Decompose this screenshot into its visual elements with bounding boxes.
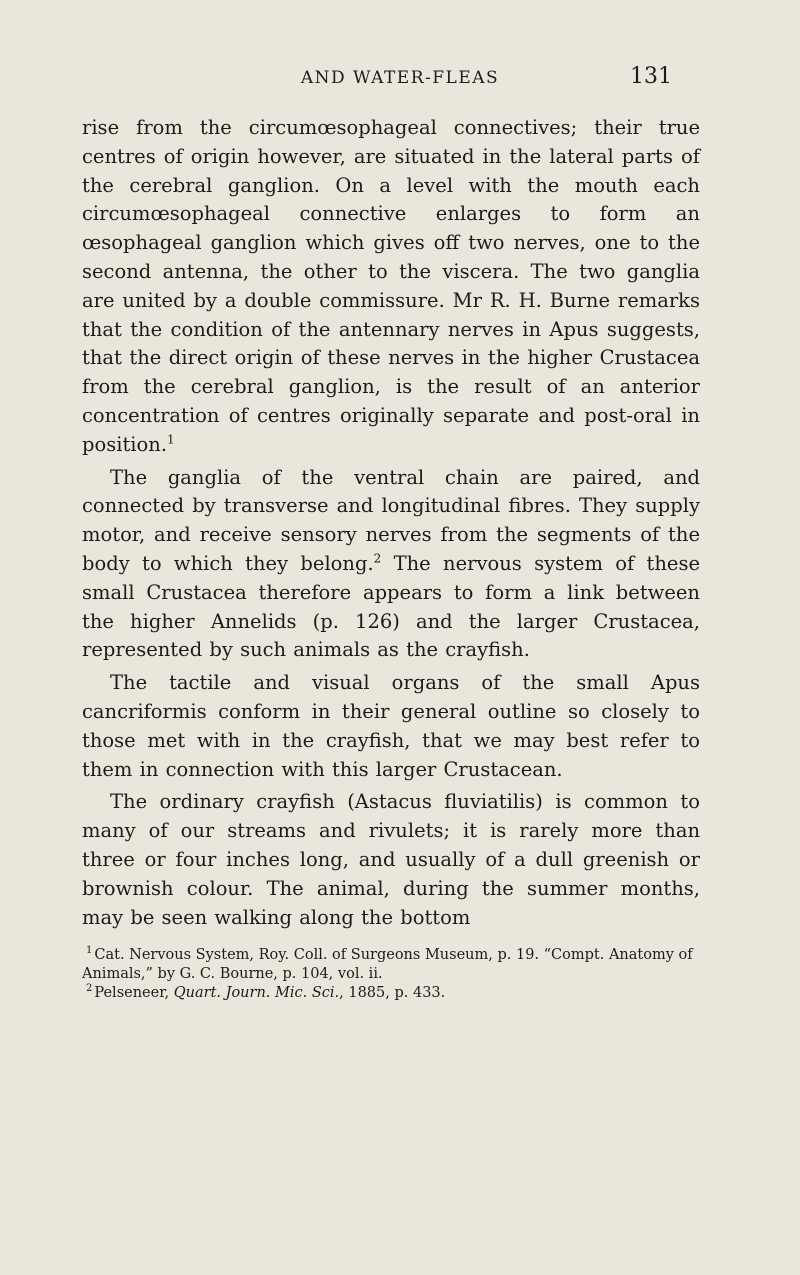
footnote-text: Cat. Nervous System, Roy. Coll. of Surgeons Museum, p. 19. “Compt. Anatomy of Animals,” by G. C. Bourne, p. 104, vol. ii.	[82, 947, 693, 983]
footnote-text: Pelseneer,	[94, 985, 174, 1002]
paragraph	[82, 114, 700, 460]
footnote-text: , 1885, p. 433.	[339, 985, 446, 1002]
footnote-reference: 1	[167, 432, 175, 447]
page-number: 131	[630, 64, 672, 89]
paragraph-text: rise from the circumœsophageal connectives; their true centres of origin however, are situated in the lateral parts of the cerebral ganglion. On a level with the mouth each circumœsophageal connective enlarges to form an œsophageal ganglion which gives off two nerves, one to the second antenna, the other to the viscera. The two ganglia are united by a double commissure. Mr R. H. Burne remarks that the condition of the antennary nerves in Apus suggests, that the direct origin of these nerves in the higher Crustacea from the cerebral ganglion, is the result of an anterior concentration of centres originally separate and post-oral in position.	[82, 116, 700, 456]
footnote-mark: 2	[86, 983, 93, 995]
running-head: AND WATER-FLEAS	[300, 68, 500, 88]
footnote	[82, 984, 700, 1003]
paragraph-text: The nervous system of these small Crustacea therefore appears to form a link between the higher Annelids (p. 126) and the larger Crustacea, represented by such animals as the crayfish.	[82, 551, 701, 662]
paragraph	[82, 788, 700, 932]
footnote-mark: 1	[86, 945, 93, 957]
footnotes	[82, 946, 700, 1003]
footnote-reference: 2	[373, 551, 382, 566]
footnote-journal: Quart. Journ. Mic. Sci.	[173, 985, 340, 1002]
paragraph	[82, 669, 700, 784]
paragraph-text: The ganglia of the ventral chain are paired, and connected by transverse and longitudinal fibres. They supply motor, and receive sensory nerves from the segments of the body to which they belong.	[82, 465, 700, 575]
paragraph-text: The ordinary crayfish (Astacus fluviatilis) is common to many of our streams and rivulets; it is rarely more than three or four inches long, and usually of a dull greenish or brownish colour. The animal, during the summer months, may be seen walking along the bottom	[82, 790, 700, 929]
footnote	[82, 946, 700, 984]
body-text	[82, 114, 700, 1003]
paragraph-text: The tactile and visual organs of the small Apus cancriformis conform in their general outline so closely to those met with in the crayfish, that we may best refer to them in connection with this larger Crustacean.	[82, 671, 700, 781]
paragraph	[82, 464, 700, 666]
